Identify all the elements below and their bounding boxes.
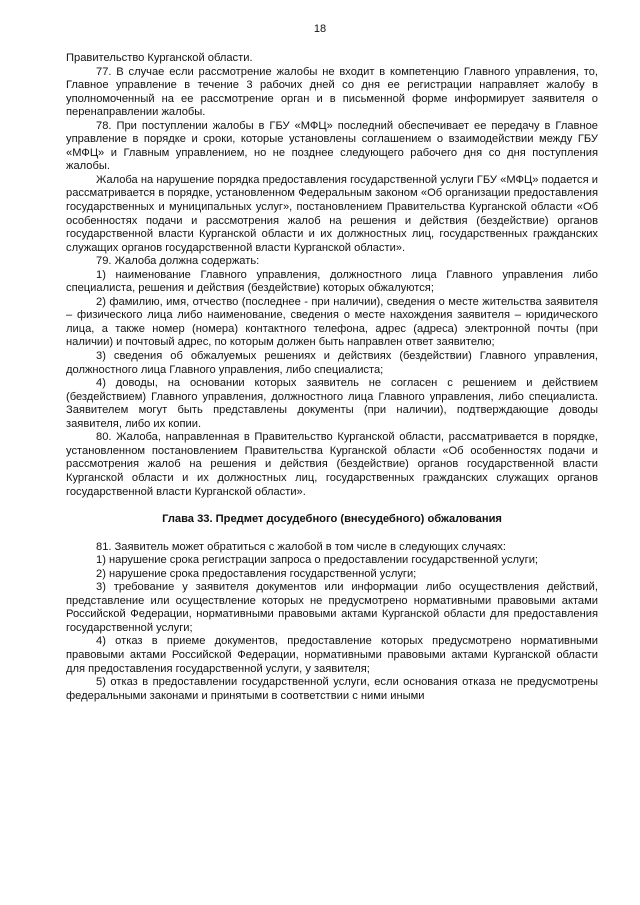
paragraph-80: 80. Жалоба, направленная в Правительство Курганской области, рассматривается в порядке, установленном постановлением Правительства Курганской области «Об особенностях подачи и рассмотрения жалоб на решения и действия (бездействие) органов государственной власти Курганской области и их должностных лиц, государственных гражданских служащих органов государственной власти Курганской области». <box>66 431 598 498</box>
paragraph-79: 79. Жалоба должна содержать: <box>96 255 260 268</box>
paragraph-81-item-5: 5) отказ в предоставлении государственной услуги, если основания отказа не предусмотрены федеральными законами и принятыми в соответствии с ними иными <box>66 676 598 702</box>
paragraph-81: 81. Заявитель может обратиться с жалобой в том числе в следующих случаях: <box>96 540 506 553</box>
paragraph-81-item-2: 2) нарушение срока предоставления государственной услуги; <box>96 567 417 580</box>
paragraph-79-item-4: 4) доводы, на основании которых заявитель не согласен с решением и действием (бездействием) Главного управления, должностного лица Главного управления, либо специалиста. Заявителем могут быть представлены документы (при наличии), подтверждающие доводы заявителя, либо их копии. <box>66 377 598 430</box>
paragraph-79-item-2: 2) фамилию, имя, отчество (последнее - при наличии), сведения о месте жительства заявителя – физического лица либо наименование, сведения о месте нахождения заявителя – юридического лица, а также номер (номера) контактного телефона, адрес (адреса) электронной почты (при наличии) и почтовый адрес, по которым должен быть направлен ответ заявителю; <box>66 295 598 349</box>
chapter-heading: Глава 33. Предмет досудебного (внесудебного) обжалования <box>162 513 502 526</box>
paragraph-81-item-1: 1) нарушение срока регистрации запроса о предоставлении государственной услуги; <box>96 554 539 567</box>
paragraph-79-item-3: 3) сведения об обжалуемых решениях и действиях (бездействии) Главного управления, должностного лица Главного управления, либо специалиста; <box>66 350 598 376</box>
paragraph-mfc-complaint: Жалоба на нарушение порядка предоставления государственной услуги ГБУ «МФЦ» подается и рассматривается в порядке, установленном Федеральным законом «Об организации предоставления государственных и муниципальных услуг», постановлением Правительства Курганской области «Об особенностях подачи и рассмотрения жалоб на решения и действия (бездействие) органов государственной власти Курганской области и их должностных лиц, государственных гражданских служащих органов государственной власти Курганской области». <box>66 173 598 254</box>
page-content <box>66 52 598 703</box>
paragraph-78: 78. При поступлении жалобы в ГБУ «МФЦ» последний обеспечивает ее передачу в Главное управление в порядке и сроки, которые установлены соглашением о взаимодействии между ГБУ «МФЦ» и Главным управлением, но не позднее следующего рабочего дня со дня поступления жалобы. <box>66 119 598 173</box>
paragraph-continuation: Правительство Курганской области. <box>66 52 253 64</box>
paragraph-79-item-1: 1) наименование Главного управления, должностного лица Главного управления либо специалиста, решения и действия (бездействие) которых обжалуются; <box>66 268 598 295</box>
page-number: 18 <box>313 23 327 35</box>
paragraph-81-item-4: 4) отказ в приеме документов, предоставление которых предусмотрено нормативными правовыми актами Российской Федерации, нормативными правовыми актами Курганской области для предоставления государственной услуги, у заявителя; <box>66 635 598 675</box>
paragraph-81-item-3: 3) требование у заявителя документов или информации либо осуществления действий, представление или осуществление которых не предусмотрено нормативными правовыми актами Российской Федерации, нормативными правовыми актами Курганской области для предоставления государственной услуги; <box>66 581 598 634</box>
paragraph-77: 77. В случае если рассмотрение жалобы не входит в компетенцию Главного управления, то, Главное управление в течение 3 рабочих дней со дня ее регистрации направляет жалобу в уполномоченный на ее рассмотрение орган и в письменной форме информирует заявителя о перенаправлении жалобы. <box>66 65 598 119</box>
